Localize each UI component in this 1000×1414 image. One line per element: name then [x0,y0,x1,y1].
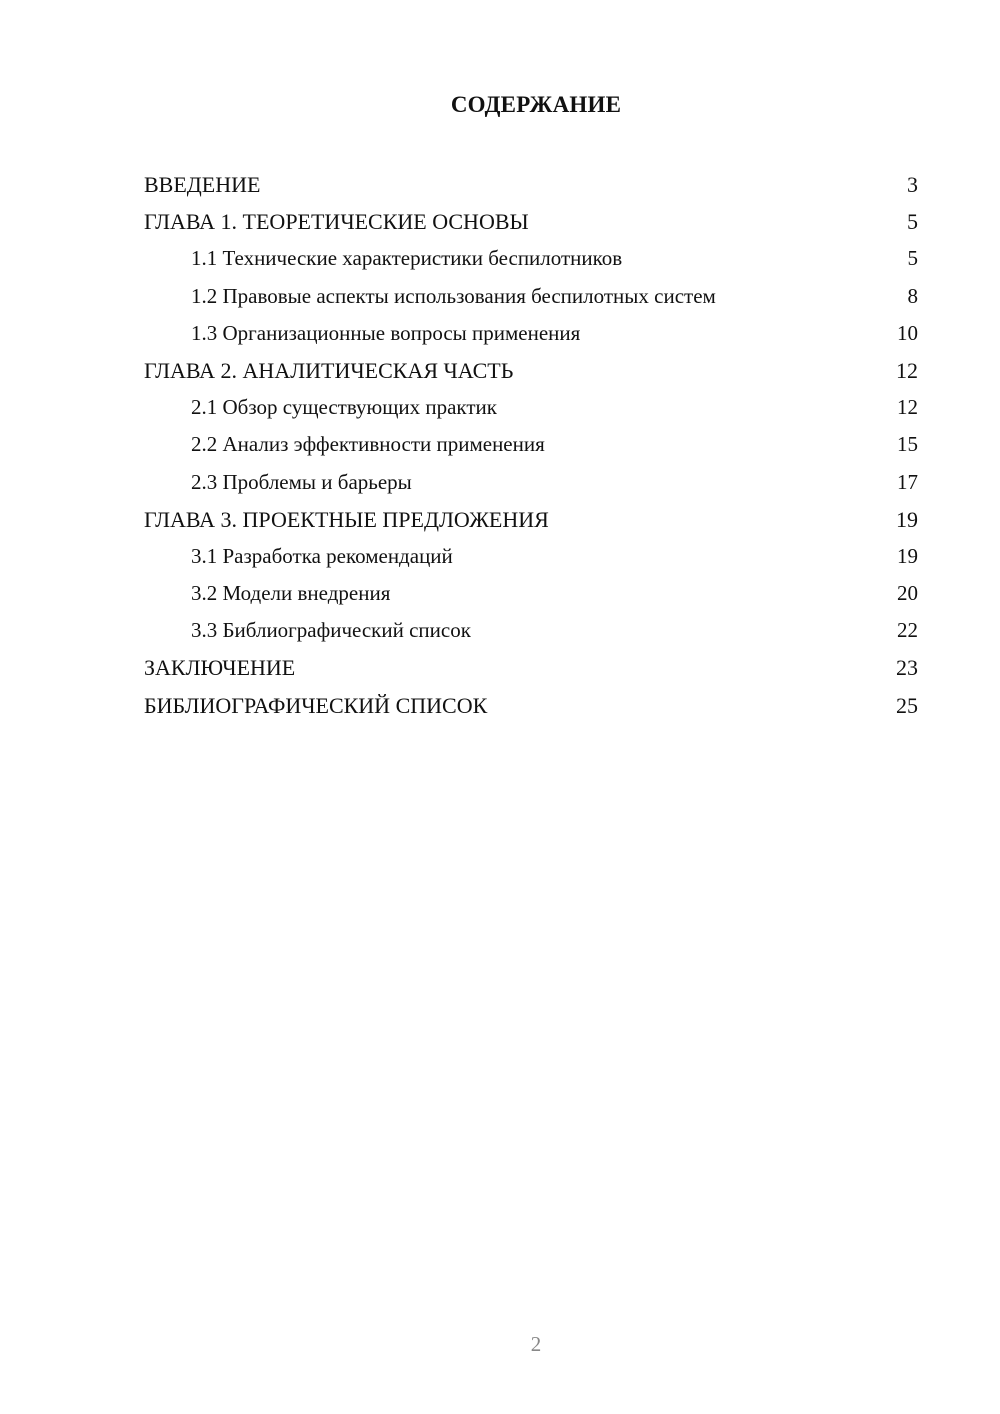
toc-entry-page: 5 [907,209,918,235]
toc-entry-label: 1.3 Организационные вопросы применения [191,320,581,345]
toc-entry-page: 3 [907,172,918,197]
table-of-contents [144,166,918,724]
toc-subentry[interactable] [144,240,918,277]
toc-entry-page: 10 [897,320,918,345]
toc-entry-label: 3.3 Библиографический список [191,618,471,643]
toc-entry-label: БИБЛИОГРАФИЧЕСКИЙ СПИСОК [144,692,488,718]
toc-subentry[interactable] [144,612,918,649]
toc-entry-label: 2.2 Анализ эффективности применения [191,432,545,457]
toc-entry-page: 15 [897,432,918,457]
toc-entry-page: 25 [896,692,918,718]
toc-entry-label: ГЛАВА 2. АНАЛИТИЧЕСКАЯ ЧАСТЬ [144,357,514,383]
page-number: 2 [530,1332,542,1356]
toc-entry-page: 19 [897,543,918,568]
toc-entry[interactable] [144,501,918,538]
toc-entry-label: 1.2 Правовые аспекты использования беспилотных систем [191,283,716,308]
toc-entry-label: ГЛАВА 3. ПРОЕКТНЫЕ ПРЕДЛОЖЕНИЯ [144,506,549,532]
toc-subentry[interactable] [144,426,918,463]
toc-entry-label: 2.1 Обзор существующих практик [191,395,497,420]
toc-entry-label: 1.1 Технические характеристики беспилотников [191,246,623,271]
toc-entry-page: 22 [897,618,918,643]
toc-entry-page: 19 [896,506,918,532]
toc-subentry[interactable] [144,389,918,426]
toc-entry-label: ГЛАВА 1. ТЕОРЕТИЧЕСКИЕ ОСНОВЫ [144,209,529,235]
toc-subentry[interactable] [144,575,918,612]
toc-entry-label: 3.1 Разработка рекомендаций [191,543,453,568]
toc-entry[interactable] [144,166,918,203]
toc-entry-page: 8 [907,283,918,308]
toc-entry-page: 17 [897,469,918,494]
toc-entry-label: ЗАКЛЮЧЕНИЕ [144,655,296,681]
toc-entry-page: 12 [896,357,918,383]
page-title: СОДЕРЖАНИЕ [450,92,622,117]
toc-entry-page: 20 [897,581,918,606]
toc-entry-label: 3.2 Модели внедрения [191,581,391,606]
toc-entry-page: 5 [907,246,918,271]
toc-entry-page: 12 [897,395,918,420]
toc-subentry[interactable] [144,464,918,501]
toc-entry-label: ВВЕДЕНИЕ [144,172,261,197]
toc-entry[interactable] [144,687,918,724]
toc-subentry[interactable] [144,278,918,315]
toc-entry[interactable] [144,203,918,240]
toc-subentry[interactable] [144,538,918,575]
toc-entry-label: 2.3 Проблемы и барьеры [191,469,412,494]
toc-entry-page: 23 [896,655,918,681]
toc-entry[interactable] [144,352,918,389]
toc-entry[interactable] [144,649,918,686]
toc-subentry[interactable] [144,315,918,352]
